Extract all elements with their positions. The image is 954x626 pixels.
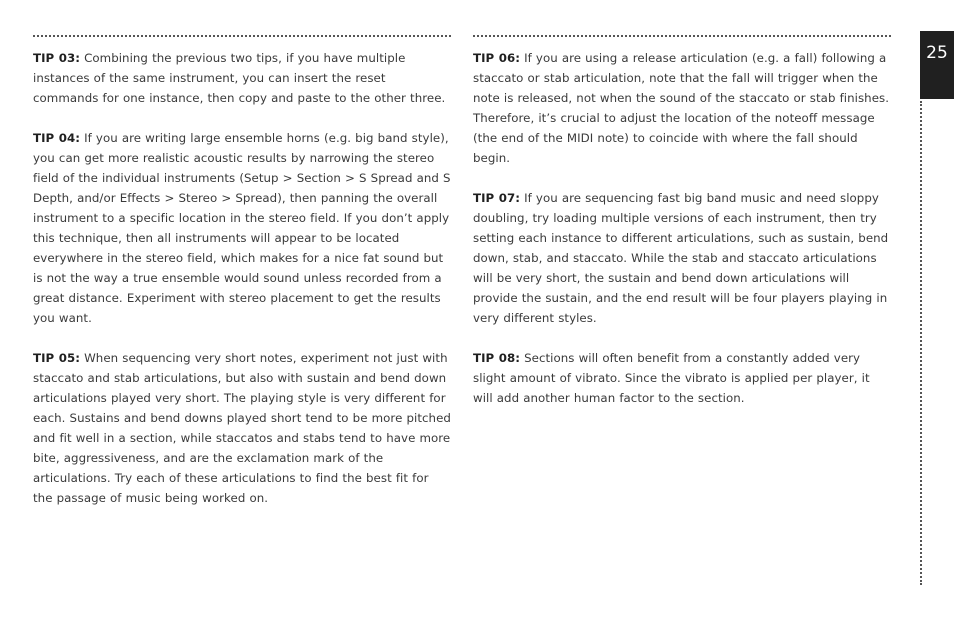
tip-06-text: If you are using a release articulation (e.g. a fall) following a staccato or stab articulation, note that the fall will trigger when the note is released, not when the sound of the staccato or stab finishes. Therefore, it’s crucial to adjust the location of the noteoff message (the end of the MIDI note) to coincide with where the fall should begin. — [473, 51, 889, 165]
tip-05 — [33, 348, 451, 508]
page-number: 25 — [926, 43, 948, 63]
tip-08 — [473, 348, 891, 408]
tip-05-label: TIP 05: — [33, 351, 80, 365]
tip-08-label: TIP 08: — [473, 351, 520, 365]
tip-06-label: TIP 06: — [473, 51, 520, 65]
tip-03 — [33, 48, 451, 108]
left-column — [33, 35, 451, 528]
tip-03-text: Combining the previous two tips, if you have multiple instances of the same instrument, you can insert the reset commands for one instance, then copy and paste to the other three. — [33, 51, 446, 105]
tip-07-text: If you are sequencing fast big band music and need sloppy doubling, try loading multiple versions of each instrument, then try setting each instance to different articulations, such as sustain, bend down, stab, and staccato. While the stab and staccato articulations will be very short, the sustain and bend down articulations will provide the sustain, and the end result will be four players playing in very different styles. — [473, 191, 889, 325]
right-column-dotted-rule — [473, 35, 891, 37]
tip-05-text: When sequencing very short notes, experiment not just with staccato and stab articulations, but also with sustain and bend down articulations played very short. The playing style is very different for each. Sustains and bend downs played short tend to be more pitched and fit well in a section, while staccatos and stabs tend to have more bite, aggressiveness, and are the exclamation mark of the articulations. Try each of these articulations to find the best fit for the passage of music being worked on. — [33, 351, 451, 505]
tip-04-text: If you are writing large ensemble horns (e.g. big band style), you can get more realistic acoustic results by narrowing the stereo field of the individual instruments (Setup > Section > S Spread and S Depth, and/or Effects > Stereo > Spread), then panning the overall instrument to a specific location in the stereo field. If you don’t apply this technique, then all instruments will appear to be located everywhere in the stereo field, which makes for a nice fat sound but is not the way a true ensemble would sound unless recorded from a great distance. Experiment with stereo placement to get the results you want. — [33, 131, 451, 325]
tip-07-label: TIP 07: — [473, 191, 520, 205]
tip-07 — [473, 188, 891, 328]
tip-06 — [473, 48, 891, 168]
tip-08-text: Sections will often benefit from a constantly added very slight amount of vibrato. Since the vibrato is applied per player, it will add another human factor to the section. — [473, 351, 870, 405]
right-column — [473, 35, 891, 428]
tip-04 — [33, 128, 451, 328]
margin-dotted-rule — [920, 101, 922, 585]
page-number-tab — [920, 31, 954, 99]
tip-04-label: TIP 04: — [33, 131, 80, 145]
left-column-dotted-rule — [33, 35, 451, 37]
tip-03-label: TIP 03: — [33, 51, 80, 65]
